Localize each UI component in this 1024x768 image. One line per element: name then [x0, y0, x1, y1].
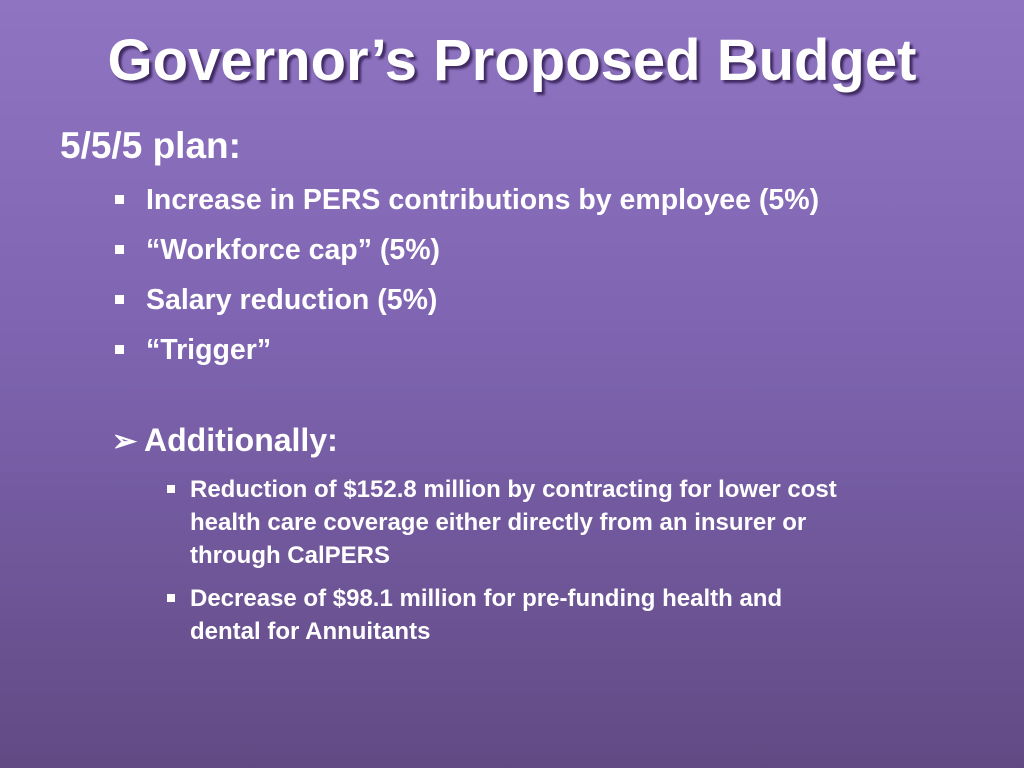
additional-item-health-care: [164, 473, 984, 572]
plan-item-text: “Trigger”: [146, 334, 272, 366]
additional-list: [164, 473, 984, 658]
additional-item-line: through CalPERS: [190, 542, 391, 569]
square-bullet-icon: [115, 345, 124, 354]
plan-item-workforce-cap: [112, 232, 819, 282]
additional-item-prefunding: [164, 582, 984, 648]
additional-item-line: dental for Annuitants: [190, 618, 431, 645]
square-bullet-icon: [115, 245, 124, 254]
square-bullet-icon: [115, 295, 124, 304]
slide-title: Governor’s Proposed Budget: [107, 28, 917, 93]
plan-heading: 5/5/5 plan:: [60, 125, 241, 166]
plan-item-text: Increase in PERS contributions by employee (5%): [146, 184, 820, 216]
square-bullet-icon: [167, 594, 175, 602]
plan-item-salary-reduction: [112, 282, 819, 332]
arrow-bullet-icon: ➢: [112, 425, 138, 458]
plan-item-text: Salary reduction (5%): [146, 284, 438, 316]
square-bullet-icon: [167, 485, 175, 493]
additional-item-line: Decrease of $98.1 million for pre-funding health and: [190, 585, 783, 612]
plan-list: [112, 182, 819, 382]
additionally-heading: [112, 420, 338, 462]
additional-item-line: Reduction of $152.8 million by contracting for lower cost: [190, 476, 837, 503]
plan-item-pers: [112, 182, 819, 232]
additional-item-line: health care coverage either directly from an insurer or: [190, 509, 807, 536]
plan-item-trigger: [112, 332, 819, 382]
square-bullet-icon: [115, 195, 124, 204]
plan-item-text: “Workforce cap” (5%): [146, 234, 441, 266]
additionally-label: Additionally:: [144, 422, 338, 458]
